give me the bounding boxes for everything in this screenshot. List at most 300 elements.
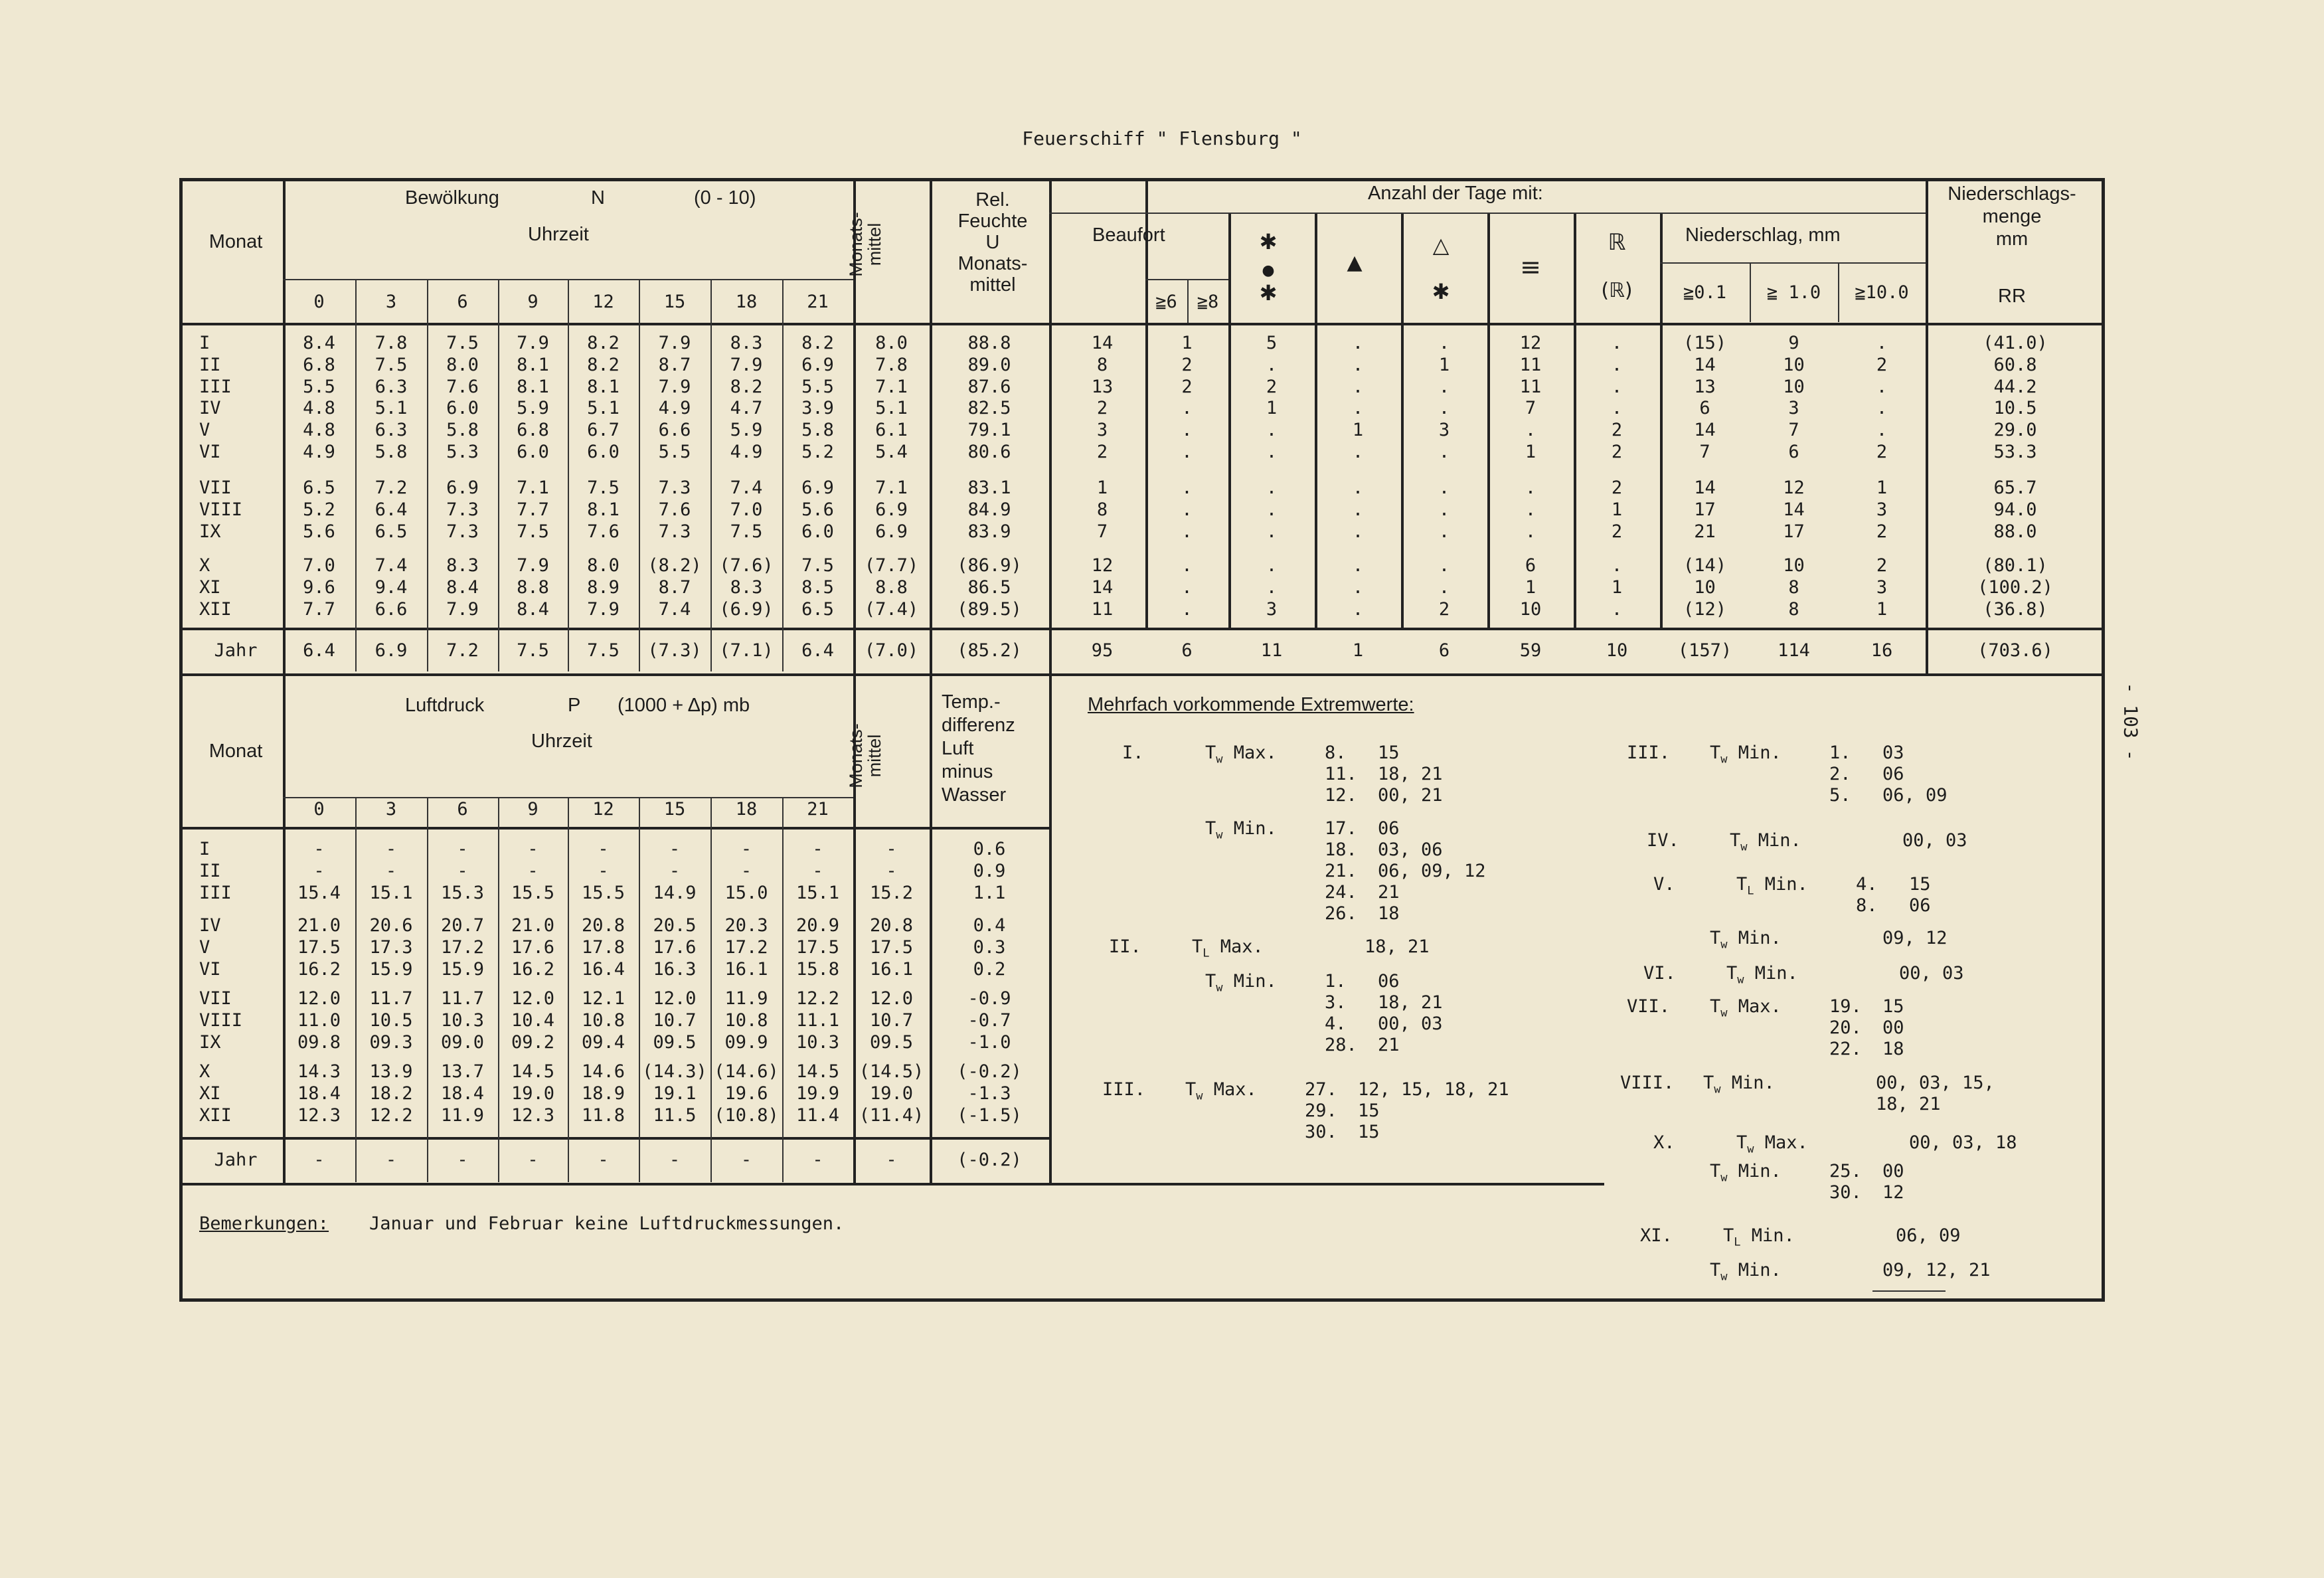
cell-value: 79.1 (967, 420, 1011, 440)
cell-value: 6.9 (875, 521, 908, 542)
extreme-variable: $T_L$ Min. (1723, 1225, 1795, 1249)
temp-difference-year (930, 1149, 1049, 1171)
extreme-month: V. (1653, 874, 1675, 895)
cell-value: ≧ 1.0 (1766, 282, 1821, 303)
cell-value: 15 (663, 799, 686, 820)
cell-value: 6 (1788, 442, 1799, 462)
cell-value: -0.9 (967, 988, 1011, 1009)
cell-value: 7.5 (587, 640, 620, 661)
pressure-value (568, 915, 639, 980)
cell-value: 4.7 (730, 398, 763, 418)
hour-header (639, 798, 710, 820)
cell-value: 14 (1694, 355, 1716, 375)
cell-value: 88.0 (1993, 521, 2037, 542)
precip10-days (1838, 477, 1926, 543)
cell-value: 12.0 (297, 988, 341, 1009)
cell-value: 6.0 (517, 442, 549, 462)
cell-value: 4.9 (730, 442, 763, 462)
pressure-mean-header: Monats- mittel (846, 723, 884, 788)
cell-value: 7.9 (587, 599, 620, 620)
cell-value: 7.9 (517, 333, 549, 353)
cell-value: 20.9 (795, 915, 840, 936)
cell-value: 8.1 (517, 377, 549, 397)
extreme-hours: 12 (1882, 1182, 1904, 1203)
fog-days (1487, 332, 1574, 398)
cloud-value (710, 332, 782, 398)
humidity-year (930, 640, 1049, 661)
cell-value: 17.6 (653, 937, 697, 958)
extreme-variable: $T_w$ Min. (1710, 743, 1782, 766)
pressure-year-value (710, 1149, 782, 1171)
extreme-variable: $T_w$ Min. (1205, 818, 1277, 842)
cell-value: 21.0 (297, 915, 341, 936)
extreme-hours: 18 (1882, 1039, 1904, 1059)
cell-value: 12.3 (511, 1105, 555, 1126)
cell-value: 18.4 (440, 1083, 485, 1104)
extremes-heading: Mehrfach vorkommende Extremwerte: (1088, 694, 1414, 715)
cell-value: 5.3 (446, 442, 479, 462)
cell-value: 2 (1876, 555, 1888, 576)
cloud-value (355, 555, 427, 620)
extreme-day: 27. (1305, 1079, 1337, 1100)
cell-value: 8 (1788, 577, 1799, 598)
precip-amount (1926, 332, 2105, 398)
cell-value: 9.6 (303, 577, 335, 598)
year-rule (179, 628, 2105, 630)
variable-subscript: w (1720, 1270, 1728, 1284)
extreme-kind: Min. (1740, 1225, 1795, 1246)
cell-value: . (1266, 442, 1278, 462)
pressure-value (710, 838, 782, 904)
cloud-value (639, 555, 710, 620)
cell-value: 2 (1876, 521, 1888, 542)
cell-value: . (1181, 499, 1193, 520)
cell-value: 5.1 (374, 398, 408, 418)
cell-value: . (1525, 478, 1536, 498)
cell-value: 8.3 (446, 555, 479, 576)
cell-value: . (1438, 478, 1450, 498)
cell-value: 8.5 (801, 577, 834, 598)
cloud-time-header: Uhrzeit (528, 224, 589, 245)
cell-value: 7 (1525, 398, 1536, 418)
extreme-hours: 06 (1882, 764, 1904, 784)
extreme-day: 3. (1325, 992, 1347, 1013)
cell-value: . (1352, 442, 1364, 462)
extreme-hours: 09, 12 (1882, 928, 1948, 948)
cell-value: 18 (735, 799, 758, 820)
cell-value: -1.3 (967, 1083, 1011, 1104)
cell-value: 11.0 (297, 1010, 341, 1031)
hour-header (639, 291, 710, 313)
cell-value: 4.8 (303, 398, 335, 418)
cell-value: 09.9 (724, 1032, 768, 1053)
extreme-hours: 18 (1378, 903, 1400, 924)
cell-value: 7 (1699, 442, 1710, 462)
cell-value: 7.2 (374, 478, 408, 498)
cell-value: (7.0) (864, 640, 919, 661)
hour-header (355, 798, 427, 820)
cell-value: 11.1 (795, 1010, 840, 1031)
cell-value: . (1181, 478, 1193, 498)
year-label (186, 640, 286, 661)
fog-icon: ≡ (1520, 252, 1541, 282)
cell-value: 15.5 (581, 883, 625, 903)
hail-days (1315, 397, 1401, 463)
cell-value: 11.9 (440, 1105, 485, 1126)
page-number: - 103 - (2119, 682, 2142, 761)
extreme-day: 19. (1829, 996, 1862, 1017)
cell-value: - (313, 861, 325, 881)
extreme-day: 11. (1325, 764, 1357, 784)
variable-subscript: L (1747, 884, 1754, 898)
cell-value: 1 (1266, 398, 1278, 418)
cell-value: 14.5 (511, 1061, 555, 1082)
cell-value: 7.9 (658, 377, 691, 397)
cell-value: 11.5 (653, 1105, 697, 1126)
cell-value: 3 (385, 799, 397, 820)
cloud-value (427, 555, 498, 620)
variable-subscript: w (1216, 752, 1223, 766)
cell-value: 29.0 (1993, 420, 2037, 440)
graupel-days (1401, 332, 1487, 398)
underline (1872, 1290, 1946, 1292)
extreme-variable: $T_w$ Min. (1710, 1260, 1782, 1284)
cell-value: 89.0 (967, 355, 1011, 375)
cell-value: - (886, 839, 897, 859)
cloud-mean (853, 397, 930, 463)
cell-value: 59 (1519, 640, 1542, 661)
cell-value: 3 (385, 292, 397, 312)
cell-value: 17.6 (511, 937, 555, 958)
snow-days (1228, 555, 1315, 620)
cell-value: 15.3 (440, 883, 485, 903)
cell-value: 17.8 (581, 937, 625, 958)
extreme-hours: 06 (1378, 971, 1400, 992)
cell-value: 1 (1352, 640, 1364, 661)
extreme-hours: 18, 21 (1378, 992, 1443, 1013)
beaufort6-days (1062, 332, 1142, 398)
cloud-year-value (710, 640, 782, 661)
column-rule (1145, 179, 1148, 213)
cell-value: 44.2 (1993, 377, 2037, 397)
cell-value: 17.2 (440, 937, 485, 958)
cell-value: 6.7 (587, 420, 620, 440)
cell-value: . (1181, 420, 1193, 440)
cell-value: 8.4 (446, 577, 479, 598)
beaufort6-days (1062, 477, 1142, 543)
cell-value: 20.6 (369, 915, 413, 936)
cell-value: 10 (1783, 377, 1805, 397)
cloud-range-header: (0 - 10) (694, 187, 756, 209)
cell-value: . (1611, 355, 1623, 375)
pressure-value (427, 1061, 498, 1126)
cell-value: 16.1 (869, 959, 914, 980)
cell-value: 6.8 (303, 355, 335, 375)
cell-value: 8.2 (730, 377, 763, 397)
extreme-kind: Max. (1727, 996, 1782, 1017)
rel-humidity-header: Rel. Feuchte U Monats- mittel (957, 189, 1028, 296)
cell-value: 12 (1091, 555, 1114, 576)
extreme-month: II. (1109, 936, 1141, 957)
pressure-value (427, 838, 498, 904)
cell-value: 15.5 (511, 883, 555, 903)
extreme-day: 17. (1325, 818, 1357, 839)
cloud-value (283, 332, 355, 398)
month-labels (199, 838, 232, 904)
extreme-day: 21. (1325, 861, 1357, 881)
cell-value: 21.0 (511, 915, 555, 936)
variable-subscript: w (1720, 752, 1728, 766)
precip-amount (1926, 555, 2105, 620)
extreme-hours: 15 (1882, 996, 1904, 1017)
cloud-value (782, 477, 853, 543)
thunder-year (1574, 640, 1660, 661)
extreme-day: 8. (1856, 895, 1878, 916)
cell-value: 7.3 (446, 521, 479, 542)
cell-value: (-0.2) (957, 1061, 1022, 1082)
cell-value: 10 (1606, 640, 1628, 661)
extreme-hours: 00 (1882, 1161, 1904, 1182)
cell-value: 6.4 (374, 499, 408, 520)
month-labels (199, 477, 242, 543)
remarks-label: Bemerkungen: (199, 1213, 329, 1234)
month-label: XI (199, 577, 221, 598)
cell-value: 8 (1096, 355, 1108, 375)
precip-rule (1660, 262, 1926, 264)
cell-value: . (1438, 442, 1450, 462)
extreme-kind: Min. (1720, 1073, 1775, 1093)
cell-value: 8.8 (875, 577, 908, 598)
pressure-mean (853, 838, 930, 904)
cell-value: 8 (1788, 599, 1799, 620)
cell-value: 6 (1181, 640, 1193, 661)
cell-value: 2 (1181, 355, 1193, 375)
cell-value: . (1352, 355, 1364, 375)
month-label: IV (199, 398, 221, 418)
extreme-hours: 15 (1378, 743, 1400, 763)
cell-value: (14) (1683, 555, 1727, 576)
cell-value: 6.9 (875, 499, 908, 520)
extreme-hours: 03 (1882, 743, 1904, 763)
cell-value: 0 (313, 799, 325, 820)
cell-value: 6.9 (374, 640, 408, 661)
cell-value: 3.9 (801, 398, 834, 418)
extreme-hours: 03, 06 (1378, 839, 1443, 860)
cell-value: 6.9 (801, 478, 834, 498)
cell-value: (36.8) (1983, 599, 2048, 620)
cell-value: 14.5 (795, 1061, 840, 1082)
extreme-kind: Max. (1754, 1132, 1808, 1153)
cloud-year-value (568, 640, 639, 661)
hour-header (782, 798, 853, 820)
extreme-hours: 18, 21 (1365, 936, 1430, 957)
precip1-year (1750, 640, 1838, 661)
extreme-day: 22. (1829, 1039, 1862, 1059)
cell-value: 10.5 (369, 1010, 413, 1031)
cell-value: 14.3 (297, 1061, 341, 1082)
cell-value: 10 (1783, 555, 1805, 576)
cell-value: 21 (807, 799, 829, 820)
pressure-value (710, 1061, 782, 1126)
hail-days (1315, 555, 1401, 620)
cell-value: 4.9 (303, 442, 335, 462)
extreme-hours: 00, 21 (1378, 785, 1443, 806)
cloud-mean (853, 332, 930, 398)
variable-subscript: w (1196, 1089, 1203, 1103)
cell-value: 7.5 (517, 640, 549, 661)
cell-value: 7.6 (446, 377, 479, 397)
cell-value: 95 (1091, 640, 1114, 661)
cell-value: (11.4) (859, 1105, 924, 1126)
cell-value: 12.0 (653, 988, 697, 1009)
extreme-hours: 18, 21 (1876, 1094, 1941, 1114)
cell-value: 20.8 (869, 915, 914, 936)
cell-value: - (457, 1150, 468, 1170)
humidity-mean (930, 397, 1049, 463)
pressure-range-header: (1000 + Δp) mb (618, 695, 750, 716)
cell-value: . (1611, 377, 1623, 397)
month-labels (199, 332, 232, 398)
cell-value: 14 (1694, 420, 1716, 440)
variable-subscript: w (1720, 938, 1728, 952)
cell-value: 3 (1876, 577, 1888, 598)
days-rule (1049, 213, 1926, 214)
cell-value: 8.8 (517, 577, 549, 598)
extreme-hours: 09, 12, 21 (1882, 1260, 1991, 1280)
pressure-year-value (427, 1149, 498, 1171)
cell-value: 15.0 (724, 883, 768, 903)
hour-header (710, 291, 782, 313)
extreme-kind: Min. (1754, 874, 1808, 895)
cell-value: 5.8 (374, 442, 408, 462)
snow-grain-icon: ✱ (1432, 279, 1450, 304)
cell-value: 6.9 (446, 478, 479, 498)
month-label: I (199, 839, 210, 859)
cloud-year-value (283, 640, 355, 661)
cell-value: . (1352, 599, 1364, 620)
cell-value: 3 (1438, 420, 1450, 440)
hour-header (283, 798, 355, 820)
variable-subscript: w (1737, 973, 1744, 987)
column-rule (1145, 279, 1228, 280)
snow-days (1228, 397, 1315, 463)
extreme-kind: Min. (1222, 971, 1277, 992)
beaufort8-year (1145, 640, 1228, 661)
cell-value: . (1352, 478, 1364, 498)
header-rule (179, 323, 2105, 325)
precip1-days (1750, 397, 1838, 463)
snow-year (1228, 640, 1315, 661)
cell-value: 7.5 (446, 333, 479, 353)
cell-value: 3 (1876, 499, 1888, 520)
month-label: X (199, 555, 210, 576)
pressure-value (568, 838, 639, 904)
cell-value: . (1611, 398, 1623, 418)
extreme-hours: 21 (1378, 882, 1400, 903)
cell-value: 3 (1788, 398, 1799, 418)
cell-value: 10.5 (1993, 398, 2037, 418)
cell-value: 5.2 (303, 499, 335, 520)
cell-value: 4.9 (658, 398, 691, 418)
cell-value: 14 (1694, 478, 1716, 498)
cell-value: - (812, 1150, 823, 1170)
extreme-day: 28. (1325, 1035, 1357, 1055)
cell-value: . (1266, 555, 1278, 576)
extreme-variable: $T_L$ Max. (1192, 936, 1264, 960)
cell-value: 8.0 (446, 355, 479, 375)
precip01-days (1660, 397, 1750, 463)
month-labels (199, 915, 221, 980)
cloud-month-header: Monat (208, 231, 263, 252)
cell-value: . (1438, 333, 1450, 353)
cloud-value (639, 477, 710, 543)
cell-value: - (527, 839, 539, 859)
cell-value: 11 (1091, 599, 1114, 620)
pressure-value (782, 1061, 853, 1126)
remarks-text: Januar und Februar keine Luftdruckmessungen. (369, 1213, 845, 1234)
cell-value: 86.5 (967, 577, 1011, 598)
cell-value: 2 (1611, 442, 1623, 462)
month-labels (199, 555, 232, 620)
extreme-day: 25. (1829, 1161, 1862, 1182)
cell-value: . (1611, 555, 1623, 576)
hail-days (1315, 332, 1401, 398)
extreme-variable: $T_w$ Min. (1205, 971, 1277, 995)
cloud-year-mean (853, 640, 930, 661)
cell-value: 20.7 (440, 915, 485, 936)
cloud-value (427, 397, 498, 463)
cell-value: 6 (457, 799, 468, 820)
cloud-value (355, 332, 427, 398)
cell-value: 6 (1438, 640, 1450, 661)
cell-value: 7.4 (730, 478, 763, 498)
cell-value: . (1181, 599, 1193, 620)
section-rule (179, 673, 2105, 676)
cell-value: 17.5 (869, 937, 914, 958)
cell-value: 10.3 (795, 1032, 840, 1053)
precip-amount-year (1926, 640, 2105, 661)
cloud-value (639, 397, 710, 463)
extreme-month: III. (1627, 743, 1671, 763)
cell-value: 7.8 (374, 333, 408, 353)
cell-value: (6.9) (719, 599, 774, 620)
beaufort-header: Beaufort (1092, 224, 1165, 246)
extreme-month: VI. (1643, 963, 1676, 984)
cloud-value (782, 555, 853, 620)
month-label: II (199, 861, 221, 881)
cell-value: - (313, 1150, 325, 1170)
beaufort6-year (1062, 640, 1142, 661)
cell-value: 7.8 (875, 355, 908, 375)
cell-value: 6.5 (303, 478, 335, 498)
cloud-value (710, 477, 782, 543)
cell-value: 2 (1266, 377, 1278, 397)
cell-value: 8.7 (658, 355, 691, 375)
cell-value: 8.0 (875, 333, 908, 353)
cell-value: 8.4 (303, 333, 335, 353)
extreme-variable: $T_w$ Max. (1205, 743, 1277, 766)
cell-value: 65.7 (1993, 478, 2037, 498)
cell-value: 13 (1091, 377, 1114, 397)
cell-value: 5.5 (658, 442, 691, 462)
extreme-month: XI. (1640, 1225, 1673, 1246)
pressure-value (782, 988, 853, 1053)
extreme-hours: 15 (1358, 1122, 1380, 1142)
beaufort-col-header (1187, 291, 1228, 313)
cell-value: 6.3 (374, 420, 408, 440)
snow-icon: ✱ (1259, 229, 1278, 254)
pressure-value (639, 838, 710, 904)
